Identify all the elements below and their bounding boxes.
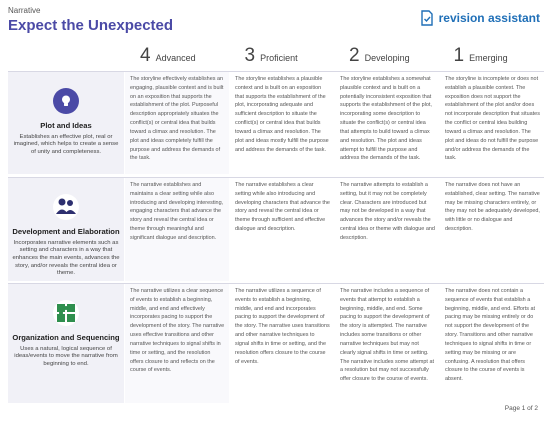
brand-logo [419, 10, 540, 26]
level-developing [333, 46, 438, 70]
criterion-description: Incorporates narrative elements such as setting and characters in a way that enhances the main events, advances the story, and/or reveals the central idea or theme. [12, 239, 120, 277]
level-name: Developing [364, 53, 410, 63]
criterion-label [8, 72, 124, 174]
rubric-cell-emerging: The storyline is incomplete or does not establish a plausible context. The exposition does not support the establishment of the plot and/or does not incorporate description that situates the conflict or central idea building toward a climax and resolution. The plot and ideas do not fulfill the purpose and/or address the demands of the task. [439, 72, 544, 174]
rubric-cell-advanced: The storyline effectively establishes an engaging, plausible context and is built on an exposition that supports the establishment of the plot. Purposeful description appropriately situates the conflict(s) or central idea that builds toward a climax and resolution. The plot and ideas completely fulfill the purpose and address the demands of the task. [124, 72, 229, 174]
criterion-description: Establishes an effective plot, real or imagined, which helps to create a sense of unity and completeness. [13, 133, 119, 156]
rubric-cell-advanced: The narrative establishes and maintains a clear setting while also introducing and developing interesting, engaging characters that advance the story and reveal the central idea or theme through meaningful and significant dialogue and description. [124, 178, 229, 281]
level-number: 1 [453, 45, 465, 66]
page-title: Expect the Unexpected [8, 17, 174, 34]
rubric-cell-developing: The narrative attempts to establish a setting, but it may not be completely clear. Characters are introduced but may not be developed in a way that advances the story and/or reveals the central idea or theme with dialogue and description. [334, 178, 439, 281]
people-icon [53, 194, 79, 220]
brand-name: revision assistant [438, 11, 540, 25]
criterion-title: Plot and Ideas [40, 121, 92, 130]
criterion-title: Organization and Sequencing [12, 333, 120, 342]
level-number: 2 [349, 45, 360, 66]
page-number: Page 1 of 2 [504, 405, 538, 412]
criterion-label [8, 178, 124, 281]
rubric-cell-developing: The storyline establishes a somewhat plausible context and is built on a potentially inconsistent exposition that supports the establishment of the plot, incorporating some description to situate the conflict(s) or central idea that attempts to build toward a climax and resolution. The plot and ideas attempt to fulfill the purpose and address the demands of the task. [334, 72, 439, 174]
genre-label: Narrative [8, 6, 41, 15]
level-name: Proficient [260, 53, 298, 63]
criterion-label [8, 284, 124, 403]
criterion-title: Development and Elaboration [12, 227, 120, 236]
level-emerging [438, 46, 543, 70]
level-number: 3 [244, 45, 256, 66]
rubric-cell-developing: The narrative includes a sequence of events that attempt to establish a beginning, middle, and end. Some pacing to support the development of the story is attempted. The narrative includes some transitions or other narrative techniques but may not clearly signal shifts in time or setting. The narrative includes some attempt at a resolution but may not successfully offer closure to the course of events. [334, 284, 439, 403]
rubric-row-organization-and-sequencing [8, 283, 544, 403]
rubric-cell-proficient: The storyline establishes a plausible context and is built on an exposition that supports the establishment of the plot, incorporating adequate and sufficient description to situate the conflict(s) or central idea that builds toward a climax and resolution. The plot and ideas mostly fulfill the purpose and address the demands of the task. [229, 72, 334, 174]
lightbulb-icon [53, 88, 79, 114]
level-header-row [124, 46, 544, 70]
level-number: 4 [140, 45, 151, 66]
page-header [8, 6, 542, 40]
rubric-cell-emerging: The narrative does not have an established, clear setting. The narrative may be missing characters entirely, or they may not be adequately developed, with little or no dialogue and description. [439, 178, 544, 281]
rubric-row-plot-and-ideas [8, 71, 544, 174]
level-name: Advanced [155, 53, 196, 63]
rubric-cell-proficient: The narrative utilizes a sequence of events to establish a beginning, middle, and end and incorporates pacing to support the development of the story. The narrative uses transitions and other narrative techniques to signal shifts in time or setting, and the resolution offers closure to the course of events. [229, 284, 334, 403]
document-check-icon [419, 10, 435, 26]
rubric-cell-emerging: The narrative does not contain a sequence of events that establish a beginning, middle, and end. Efforts at pacing may be missing entirely or do not support the development of the story. Transitions and other narrative techniques to signal shifts in time or setting may be missing or are confusing. A resolution that offers closure to the course of events is absent. [439, 284, 544, 403]
rubric-row-development-and-elaboration [8, 177, 544, 281]
rubric-cell-advanced: The narrative utilizes a clear sequence of events to establish a beginning, middle, and end and effectively incorporates pacing to support the development of the story. The narrative uses effective transitions and other narrative techniques to signal shifts in time or setting, and the resolution offers closure to and reflects on the course of events. [124, 284, 229, 403]
criterion-description: Uses a natural, logical sequence of ideas/events to move the narrative from beginning to end. [14, 345, 118, 368]
level-advanced [124, 46, 229, 70]
puzzle-icon [53, 300, 79, 326]
level-proficient [229, 46, 334, 70]
rubric-cell-proficient: The narrative establishes a clear setting while also introducing and developing characters that advance the story and reveal the central idea or theme through sufficient and effective dialogue and description. [229, 178, 334, 281]
level-name: Emerging [469, 53, 508, 63]
